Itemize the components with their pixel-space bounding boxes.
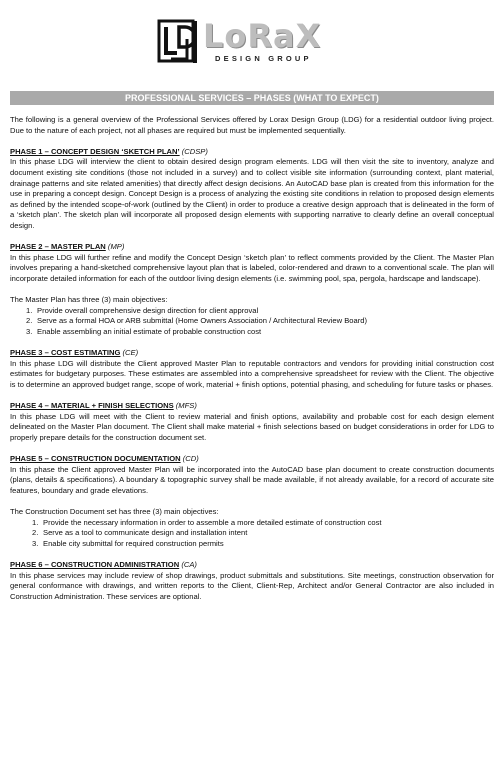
- list-item: 2. Serve as a tool to communicate design and installation intent: [32, 528, 248, 538]
- phase-3-title: PHASE 3 – COST ESTIMATING: [10, 348, 121, 358]
- phase-5-title: PHASE 5 – CONSTRUCTION DOCUMENTATION: [10, 454, 181, 463]
- phase-5-objectives-list: [10, 518, 494, 550]
- company-logo: [157, 19, 347, 67]
- phase-1-body: In this phase LDG will interview the client to obtain desired design program elements. LDG will then visit the site to inventory, analyze and document existing site conditions (those not included in a survey) and to collect visible site information (surrounding context, plant material, drainage patterns and site related amenities) that directly affect design decisions. An AutoCAD base plan is created from this information for the use in preparing a concept design. Concept Design is a process of analyzing the existing site conditions in relation to proposed design elements as defined by the intended scope-of-work (outlined by the Client) in order to produce a creative design approach that is delineated in the form of a ‘sketch plan’. The sketch plan will incorporate all proposed design elements with supporting narrative to clearly define an overall conceptual design.: [10, 157, 494, 230]
- phase-1-title: PHASE 1 – CONCEPT DESIGN ‘SKETCH PLAN’: [10, 146, 180, 156]
- phase-5-body: In this phase the Client approved Master Plan will be incorporated into the AutoCAD base plan document to create construction documents (plans, details & specifications). A boundary & topographic survey shall be made available, if not already available, for a record of accurate site features, boundary and grade elevations.: [10, 464, 494, 495]
- phase-1-section: [10, 147, 494, 232]
- logo-tagline: DESIGN GROUP: [215, 54, 312, 63]
- section-banner: PROFESSIONAL SERVICES – PHASES (WHAT TO EXPECT): [10, 91, 494, 105]
- list-item: 1. Provide the necessary information in order to assemble a more detailed estimate of construction cost: [32, 517, 382, 527]
- phase-2-objectives-intro: The Master Plan has three (3) main objectives:: [10, 295, 168, 305]
- phase-4-body: In this phase LDG will meet with the Client to review material and finish options, availability and probable cost for each design element delineated on the Master Plan document. The Client shall make material + finish selections based on budget considerations in order for LDG to properly prepare details for the construction document set.: [10, 411, 494, 442]
- phase-2-section: [10, 242, 494, 337]
- phase-5-abbr: (CD): [182, 454, 199, 463]
- phase-5-section: [10, 454, 494, 549]
- phase-2-abbr: (MP): [107, 242, 125, 252]
- phase-4-abbr: (MFS): [175, 401, 197, 411]
- phase-6-section: [10, 560, 494, 602]
- list-item: 3. Enable assembling an initial estimate of probable construction cost: [26, 326, 262, 336]
- phase-1-abbr: (CDSP): [181, 146, 208, 156]
- list-item: 2. Serve as a formal HOA or ARB submittal (Home Owners Association / Architectural Review Board): [26, 316, 368, 326]
- ldg-monogram-icon: [157, 19, 199, 65]
- intro-paragraph: The following is a general overview of the Professional Services offered by Lorax Design Group (LDG) for a residential outdoor living project. Due to the nature of each project, not all phases are required but must be implemented sequentially.: [10, 115, 494, 135]
- phase-6-title: PHASE 6 – CONSTRUCTION ADMINISTRATION: [10, 559, 180, 569]
- phase-3-section: [10, 348, 494, 390]
- phase-3-abbr: (CE): [122, 348, 139, 358]
- list-item: 1. Provide overall comprehensive design direction for client approval: [26, 305, 259, 315]
- list-item: 3. Enable city submittal for required construction permits: [32, 538, 224, 548]
- phase-5-objectives-intro: The Construction Document set has three (3) main objectives:: [10, 506, 219, 516]
- document-body: [10, 115, 494, 602]
- phase-4-title: PHASE 4 – MATERIAL + FINISH SELECTIONS: [10, 401, 174, 411]
- phase-2-title: PHASE 2 – MASTER PLAN: [10, 242, 106, 252]
- phase-4-section: [10, 401, 494, 443]
- phase-6-body: In this phase services may include review of shop drawings, product submittals and substitutions. Site meetings, construction observation for general conformance with drawings, and written reports to the Client, Client-Rep, Architect and/or General Contractor are also included in Construction Administration. These services are optional.: [10, 570, 494, 601]
- phase-3-body: In this phase LDG will distribute the Client approved Master Plan to reputable contractors and vendors for providing initial construction cost estimates for budgetary purposes. These estimates are assembled into a comprehensive spreadsheet for review with the Client. The objective is to determine an approved budget range, scope of work, material + finish options, potential phasing, and scheduling for future tasks or phases.: [10, 358, 494, 389]
- phase-2-body: In this phase LDG will further refine and modify the Concept Design ‘sketch plan’ to reflect comments provided by the Client. The Master Plan involves preparing a hand-sketched comprehensive layout plan that is labeled, color-rendered and drawn to a conventional scale. The plan will incorporate detailed information for each of the outdoor living design elements (i.e. swimming pool, spa, pergola, hardscape and landscape).: [10, 252, 494, 283]
- logo-wordmark: LoRaX: [203, 17, 322, 55]
- phase-2-objectives-list: [10, 306, 494, 338]
- phase-6-abbr: (CA): [181, 559, 197, 569]
